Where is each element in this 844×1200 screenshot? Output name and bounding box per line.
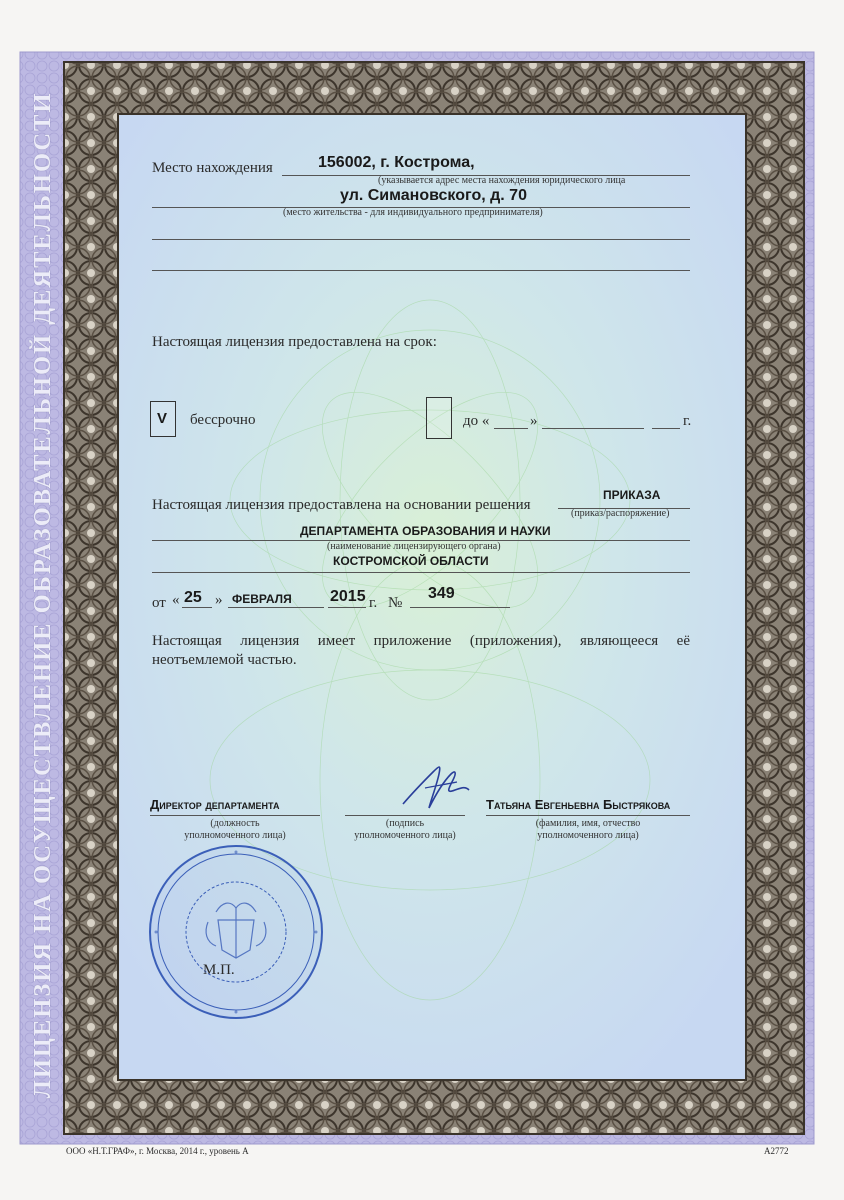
organ-note: (наименование лицензирующего органа) [327, 541, 501, 552]
position-underline [150, 815, 320, 816]
check-mark: V [157, 410, 168, 427]
vertical-license-title: ЛИЦЕНЗИЯ НА ОСУЩЕСТВЛЕНИЕ ОБРАЗОВАТЕЛЬНОЙ ДЕЯТЕЛЬНОСТИ [29, 91, 56, 1099]
term-quote-close: » [530, 413, 538, 429]
sign-note-1: (подпись [385, 818, 425, 829]
date-year-suffix: г. [369, 595, 378, 611]
address-underline-3 [152, 239, 690, 240]
date-day-line [182, 607, 212, 608]
date-quote-open: « [172, 592, 180, 608]
appendix-text-line2: неотъемлемой частью. [152, 652, 297, 668]
date-quote-close: » [215, 592, 223, 608]
name-underline [486, 815, 690, 816]
date-from-label: от [152, 595, 166, 611]
organ-line1: ДЕПАРТАМЕНТА ОБРАЗОВАНИЯ И НАУКИ [300, 524, 551, 538]
date-day: 25 [184, 589, 202, 606]
organ-line2: КОСТРОМСКОЙ ОБЛАСТИ [333, 554, 489, 568]
address-note-2: (место жительства - для индивидуального предпринимателя) [283, 207, 543, 218]
term-until-checkbox [426, 397, 452, 439]
position-note-1: (должность [210, 818, 260, 829]
address-label: Место нахождения [152, 160, 273, 176]
term-until-prefix: до « [463, 413, 490, 429]
number-underline [410, 607, 510, 608]
form-code: А2772 [764, 1146, 789, 1156]
name-note-2: уполномоченного лица) [537, 830, 639, 841]
term-month-line [542, 428, 644, 429]
signature-underline [345, 815, 465, 816]
address-note-1: (указывается адрес места нахождения юридического лица [378, 175, 626, 186]
address-line1: 156002, г. Кострома, [318, 154, 475, 171]
signer-name: Татьяна Евгеньевна Быстрякова [486, 797, 671, 812]
date-year: 2015 [330, 588, 366, 605]
term-year-line [652, 428, 680, 429]
name-note-1: (фамилия, имя, отчество [535, 818, 641, 829]
address-line2: ул. Симановского, д. 70 [340, 187, 527, 204]
printer-info: ООО «Н.Т.ГРАФ», г. Москва, 2014 г., уровень А [66, 1146, 249, 1156]
address-underline-4 [152, 270, 690, 271]
term-label: Настоящая лицензия предоставлена на срок: [152, 334, 437, 350]
sign-note-2: уполномоченного лица) [354, 830, 456, 841]
official-seal [146, 842, 326, 1022]
date-month-line [228, 607, 324, 608]
signature-scribble [395, 760, 475, 820]
appendix-text-line1: Настоящая лицензия имеет приложение (приложения), являющееся её [152, 633, 690, 649]
date-year-line [328, 607, 366, 608]
stamp-place: М.П. [203, 962, 235, 978]
unlimited-checkbox [150, 401, 176, 437]
organ-underline-2 [152, 572, 690, 573]
signer-position: Директор департамента [150, 797, 280, 812]
decision-note: (приказ/распоряжение) [571, 508, 670, 519]
term-year-suffix: г. [683, 413, 692, 429]
license-number: 349 [428, 585, 455, 602]
term-unlimited: бессрочно [190, 412, 256, 428]
position-note-2: уполномоченного лица) [184, 830, 286, 841]
term-day-line [494, 428, 528, 429]
date-month: ФЕВРАЛЯ [232, 592, 292, 606]
decision-type: ПРИКАЗА [603, 488, 661, 502]
number-sign: № [388, 595, 403, 611]
basis-label: Настоящая лицензия предоставлена на основании решения [152, 497, 531, 513]
